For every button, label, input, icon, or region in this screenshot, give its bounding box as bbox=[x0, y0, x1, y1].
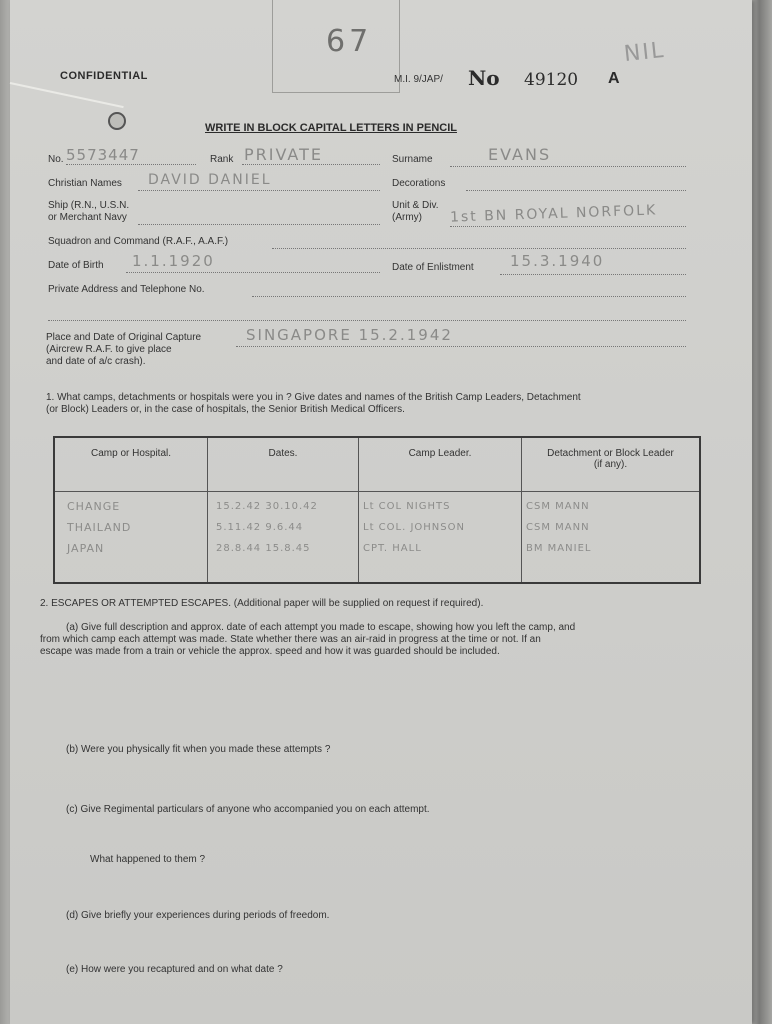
capture-label-2: (Aircrew R.A.F. to give place bbox=[46, 344, 172, 355]
q2-c: (c) Give Regimental particulars of anyone who accompanied you on each attempt. bbox=[66, 804, 430, 815]
q2-c-follow: What happened to them ? bbox=[90, 854, 206, 865]
col-dates-header: Dates. bbox=[208, 437, 359, 492]
q2-a-2: from which camp each attempt was made. State whether there was an air-raid in progress at the time or not. If an bbox=[40, 634, 541, 645]
rank-value: PRIVATE bbox=[244, 145, 323, 164]
document-page bbox=[10, 0, 752, 1024]
unit-value: 1st BN ROYAL NORFOLK bbox=[449, 202, 658, 226]
surname-label: Surname bbox=[392, 154, 433, 165]
ref-code: M.I. 9/JAP/ bbox=[394, 74, 443, 85]
surname-value: EVANS bbox=[488, 145, 552, 164]
decorations-label: Decorations bbox=[392, 178, 446, 189]
unit-label-1: Unit & Div. bbox=[392, 200, 439, 211]
no-label: No. bbox=[48, 154, 64, 165]
ship-label-1: Ship (R.N., U.S.N. bbox=[48, 200, 130, 211]
q1-text-2: (or Block) Leaders or, in the case of hospitals, the Senior British Medical Officers. bbox=[46, 404, 405, 415]
leader-cell: Lt COL NIGHTS Lt COL. JOHNSON CPT. HALL bbox=[359, 492, 522, 584]
rank-label: Rank bbox=[210, 154, 234, 165]
table-header-row bbox=[54, 437, 700, 492]
col-leader-header: Camp Leader. bbox=[359, 437, 522, 492]
q2-title: 2. ESCAPES OR ATTEMPTED ESCAPES. (Additional paper will be supplied on request if required). bbox=[40, 598, 484, 609]
confidential-label: CONFIDENTIAL bbox=[60, 70, 148, 82]
capture-label-3: and date of a/c crash). bbox=[46, 356, 146, 367]
enlistment-value: 15.3.1940 bbox=[510, 252, 605, 270]
squadron-label: Squadron and Command (R.A.F., A.A.F.) bbox=[48, 236, 229, 247]
enlistment-label: Date of Enlistment bbox=[392, 262, 474, 273]
instruction-heading: WRITE IN BLOCK CAPITAL LETTERS IN PENCIL bbox=[205, 122, 457, 134]
col-camp-header: Camp or Hospital. bbox=[54, 437, 208, 492]
nil-note: NIL bbox=[622, 37, 667, 68]
christian-names-label: Christian Names bbox=[48, 178, 122, 189]
dates-cell: 15.2.42 30.10.42 5.11.42 9.6.44 28.8.44 15.8.45 bbox=[208, 492, 359, 584]
number-label: No bbox=[468, 66, 500, 90]
grommet bbox=[108, 112, 126, 130]
unit-label-2: (Army) bbox=[392, 212, 422, 223]
q2-e: (e) How were you recaptured and on what date ? bbox=[66, 964, 283, 975]
q2-a-3: escape was made from a train or vehicle the approx. speed and how it was guarded should be included. bbox=[40, 646, 500, 657]
camp-cell: CHANGE THAILAND JAPAN bbox=[54, 492, 208, 584]
christian-names-value: DAVID DANIEL bbox=[148, 172, 272, 188]
capture-value: SINGAPORE 15.2.1942 bbox=[246, 326, 453, 344]
detachment-cell: CSM MANN CSM MANN BM MANIEL bbox=[522, 492, 701, 584]
dob-value: 1.1.1920 bbox=[132, 252, 215, 270]
number-suffix: A bbox=[608, 70, 620, 87]
stamp-number: 67 bbox=[326, 24, 373, 59]
q2-d: (d) Give briefly your experiences during periods of freedom. bbox=[66, 910, 330, 921]
no-value: 5573447 bbox=[66, 146, 140, 164]
q2-a-1: (a) Give full description and approx. date of each attempt you made to escape, showing how you left the camp, and bbox=[66, 622, 576, 633]
number-value: 49120 bbox=[524, 70, 579, 90]
capture-label-1: Place and Date of Original Capture bbox=[46, 332, 202, 343]
table-row bbox=[54, 492, 700, 584]
ship-label-2: or Merchant Navy bbox=[48, 212, 127, 223]
camps-table bbox=[53, 436, 701, 584]
tag-string bbox=[10, 82, 124, 108]
q2-b: (b) Were you physically fit when you made these attempts ? bbox=[66, 744, 331, 755]
col-detachment-header: Detachment or Block Leader (if any). bbox=[522, 437, 701, 492]
q1-text-1: 1. What camps, detachments or hospitals were you in ? Give dates and names of the British Camp Leaders, Detachment bbox=[46, 392, 581, 403]
address-label: Private Address and Telephone No. bbox=[48, 284, 205, 295]
dob-label: Date of Birth bbox=[48, 260, 104, 271]
